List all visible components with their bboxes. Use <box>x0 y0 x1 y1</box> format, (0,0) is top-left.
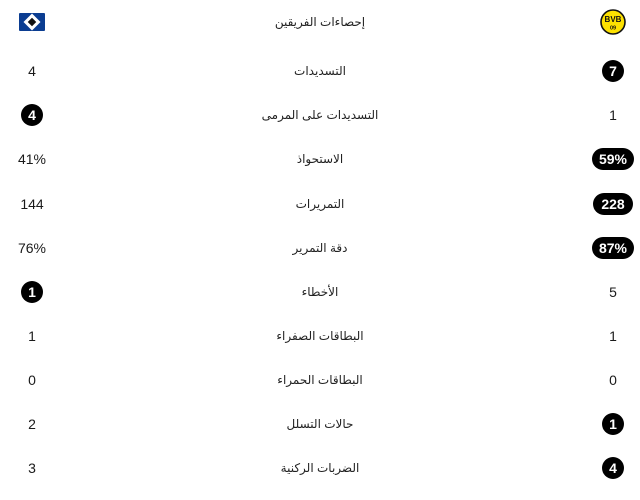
stats-header <box>0 6 640 38</box>
home-stat-value: 2 <box>28 416 36 432</box>
away-stat-value: 59% <box>592 148 634 170</box>
away-stat-value: 0 <box>609 372 617 388</box>
home-stat-value: 3 <box>28 460 36 476</box>
home-stat-value: 4 <box>28 63 36 79</box>
stat-label: دقة التمرير <box>292 241 348 255</box>
away-stat-value: 1 <box>609 328 617 344</box>
stat-row-yellow-cards <box>0 320 640 352</box>
stat-row-shots-on-target <box>0 99 640 131</box>
home-stat-value: 4 <box>21 104 43 126</box>
stat-label: البطاقات الحمراء <box>277 373 363 387</box>
stats-title: إحصاءات الفريقين <box>274 15 366 29</box>
stat-label: البطاقات الصفراء <box>276 329 364 343</box>
svg-text:BVB: BVB <box>604 15 622 24</box>
stat-label: حالات التسلل <box>286 417 354 431</box>
away-stat-value: 1 <box>609 107 617 123</box>
away-stat-value: 1 <box>602 413 624 435</box>
bvb-logo <box>600 9 626 35</box>
away-stat-value: 5 <box>609 284 617 300</box>
hsv-logo <box>19 13 45 31</box>
stat-row-passes <box>0 188 640 220</box>
stat-row-corners <box>0 452 640 484</box>
stat-label: الاستحواذ <box>296 152 344 166</box>
svg-text:09: 09 <box>609 25 617 32</box>
away-stat-value: 7 <box>602 60 624 82</box>
away-team-cell <box>578 6 640 38</box>
away-stat-value: 87% <box>592 237 634 259</box>
home-stat-value: 144 <box>20 196 44 212</box>
home-stat-value: 0 <box>28 372 36 388</box>
home-stat-value: 76% <box>17 240 47 256</box>
stat-row-offsides <box>0 408 640 440</box>
away-stat-value: 4 <box>602 457 624 479</box>
stat-label: الضربات الركنية <box>280 461 360 475</box>
stat-label: التمريرات <box>295 197 345 211</box>
away-stat-value: 228 <box>593 193 633 215</box>
stat-row-pass-accuracy <box>0 232 640 264</box>
stat-row-fouls <box>0 276 640 308</box>
stat-label: التسديدات على المرمى <box>261 108 379 122</box>
stat-label: الأخطاء <box>301 285 339 299</box>
stat-row-red-cards <box>0 364 640 396</box>
home-stat-value: 41% <box>17 151 47 167</box>
stat-row-possession <box>0 143 640 175</box>
stat-label: التسديدات <box>294 64 346 78</box>
stats-title-cell <box>160 6 480 38</box>
home-stat-value: 1 <box>21 281 43 303</box>
home-team-cell <box>2 6 62 38</box>
home-stat-value: 1 <box>28 328 36 344</box>
stat-row-shots <box>0 55 640 87</box>
